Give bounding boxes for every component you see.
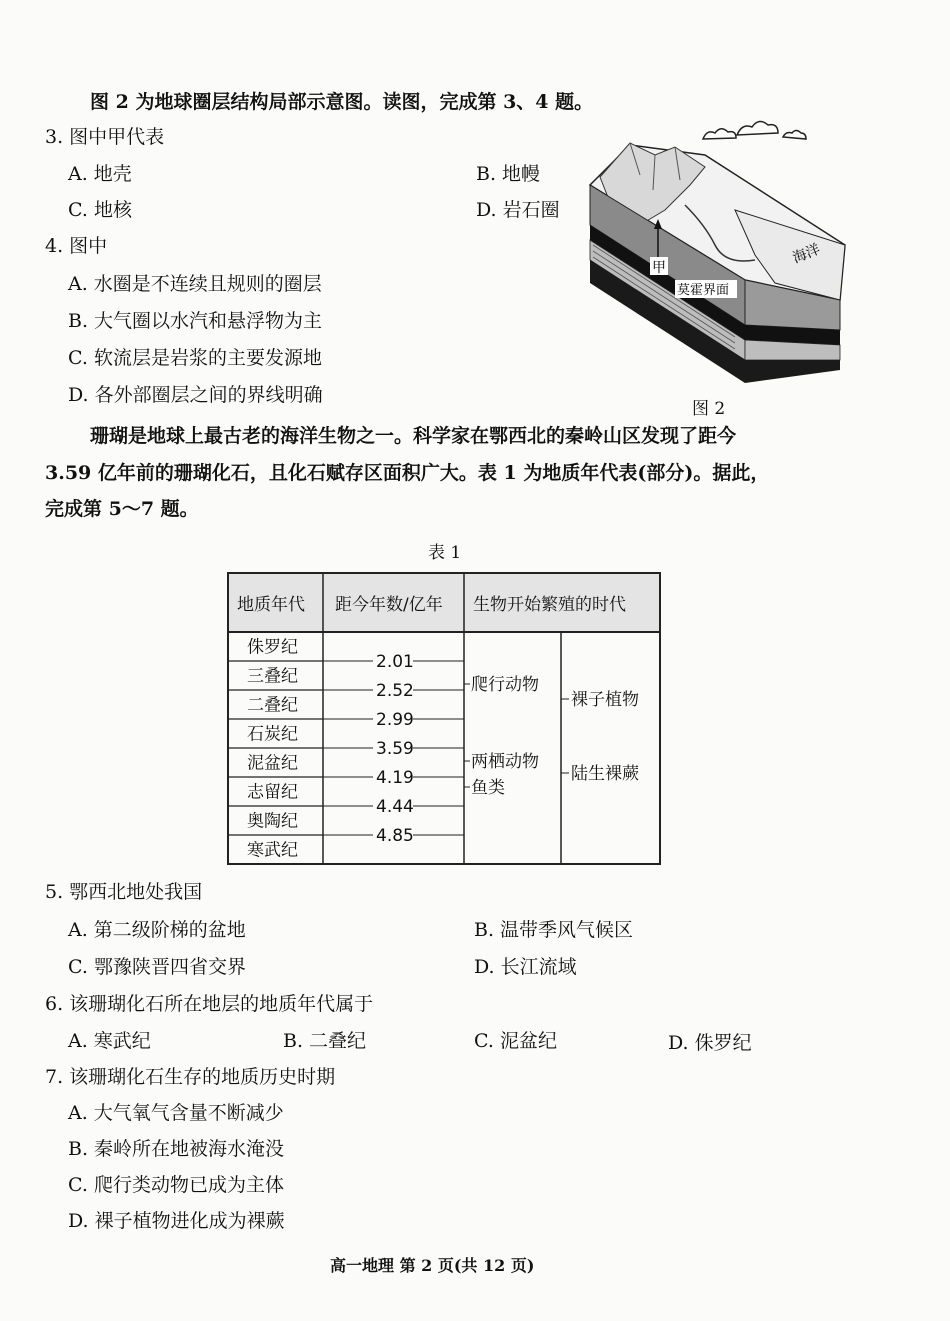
boundary-value: 2.99: [376, 710, 414, 730]
intro-coral-line3: 完成第 5～7 题。: [45, 498, 199, 520]
table-header-years: 距今年数/亿年: [335, 595, 443, 615]
boundary-value: 3.59: [376, 739, 414, 759]
question-3-option-d: D. 岩石圈: [476, 199, 560, 221]
cloud-icon: [703, 121, 806, 139]
period-name: 奥陶纪: [247, 811, 298, 832]
life-psilophytes: 陆生裸蕨: [571, 764, 639, 784]
question-6-option-d: D. 侏罗纪: [668, 1032, 752, 1054]
question-7-option-b: B. 秦岭所在地被海水淹没: [68, 1138, 285, 1160]
life-gymnosperms: 裸子植物: [571, 690, 639, 710]
label-ocean: 海洋: [790, 241, 823, 267]
question-7-stem: 7. 该珊瑚化石生存的地质历史时期: [45, 1066, 336, 1088]
question-3-stem: 3. 图中甲代表: [45, 126, 165, 148]
question-5-stem: 5. 鄂西北地处我国: [45, 881, 203, 903]
period-name: 三叠纪: [247, 666, 298, 687]
question-3-option-c: C. 地核: [68, 199, 132, 221]
period-name: 石炭纪: [247, 724, 298, 745]
table-header-life: 生物开始繁殖的时代: [473, 595, 626, 615]
intro-coral-line2: 3.59 亿年前的珊瑚化石，且化石赋存区面积广大。表 1 为地质年代表(部分)。据此，: [45, 462, 770, 484]
earth-layers-diagram: [585, 115, 855, 390]
question-4-option-c: C. 软流层是岩浆的主要发源地: [68, 347, 322, 369]
life-fish: 鱼类: [471, 778, 505, 798]
boundary-value: 2.01: [376, 652, 414, 672]
label-jia: 甲: [652, 260, 666, 276]
question-6-option-a: A. 寒武纪: [68, 1030, 151, 1052]
intro-figure2: 图 2 为地球圈层结构局部示意图。读图，完成第 3、4 题。: [90, 91, 594, 113]
period-name: 侏罗纪: [247, 637, 298, 658]
question-4-option-d: D. 各外部圈层之间的界线明确: [68, 384, 323, 406]
question-7-option-c: C. 爬行类动物已成为主体: [68, 1174, 284, 1196]
label-moho: 莫霍界面: [677, 283, 730, 298]
boundary-value: 4.44: [376, 797, 414, 817]
period-name: 志留纪: [247, 782, 298, 803]
life-amphibians: 两栖动物: [471, 752, 539, 772]
question-6-stem: 6. 该珊瑚化石所在地层的地质年代属于: [45, 993, 374, 1015]
question-4-stem: 4. 图中: [45, 235, 108, 257]
question-5-option-c: C. 鄂豫陕晋四省交界: [68, 956, 246, 978]
question-4-option-b: B. 大气圈以水汽和悬浮物为主: [68, 310, 323, 332]
table-header-period: 地质年代: [237, 595, 305, 615]
boundary-value: 4.85: [376, 826, 414, 846]
intro-coral-line1: 珊瑚是地球上最古老的海洋生物之一。科学家在鄂西北的秦岭山区发现了距今: [90, 425, 737, 447]
table-1-caption: 表 1: [428, 543, 462, 563]
geologic-time-table: [227, 572, 661, 865]
period-name: 寒武纪: [247, 840, 298, 861]
figure-2-caption: 图 2: [692, 399, 726, 419]
question-3-option-b: B. 地幔: [476, 163, 541, 185]
question-4-option-a: A. 水圈是不连续且规则的圈层: [68, 273, 322, 295]
boundary-value: 4.19: [376, 768, 414, 788]
question-5-option-a: A. 第二级阶梯的盆地: [68, 919, 246, 941]
question-7-option-d: D. 裸子植物进化成为裸蕨: [68, 1210, 285, 1232]
page-footer: 高一地理 第 2 页(共 12 页): [330, 1256, 535, 1275]
period-name: 泥盆纪: [247, 753, 298, 774]
question-5-option-b: B. 温带季风气候区: [474, 919, 634, 941]
boundary-value: 2.52: [376, 681, 414, 701]
question-6-option-b: B. 二叠纪: [283, 1030, 367, 1052]
question-5-option-d: D. 长江流域: [474, 956, 577, 978]
life-reptiles: 爬行动物: [471, 675, 539, 695]
question-6-option-c: C. 泥盆纪: [474, 1030, 557, 1052]
period-name: 二叠纪: [247, 695, 298, 716]
question-7-option-a: A. 大气氧气含量不断减少: [68, 1102, 284, 1124]
question-3-option-a: A. 地壳: [68, 163, 132, 185]
